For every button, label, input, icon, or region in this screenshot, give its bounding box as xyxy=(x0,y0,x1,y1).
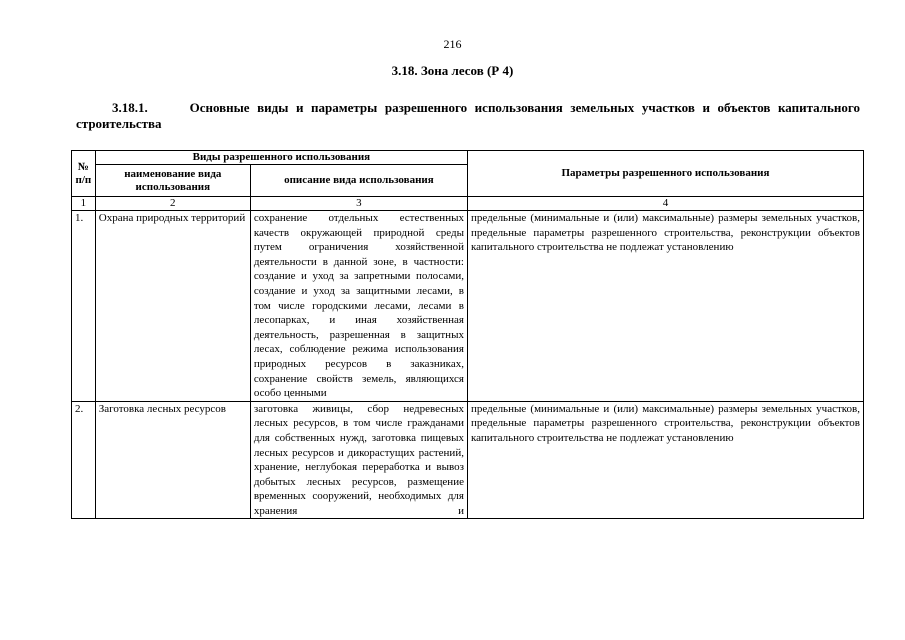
subsection-title: Основные виды и параметры разрешенного использования земельных участков и объектов капитального строительства xyxy=(76,100,861,131)
section-title: 3.18. Зона лесов (Р 4) xyxy=(391,63,514,78)
row-num: 2. xyxy=(72,401,96,519)
header-name: наименование вида использования xyxy=(95,165,250,197)
header-params: Параметры разрешенного использования xyxy=(467,151,863,197)
index-cell: 3 xyxy=(250,197,467,211)
index-row xyxy=(72,197,864,211)
header-description: описание вида использования xyxy=(250,165,467,197)
row-num: 1. xyxy=(72,211,96,402)
row-name: Заготовка лесных ресурсов xyxy=(95,401,250,519)
page-number: 216 xyxy=(443,37,462,51)
table-row xyxy=(72,401,864,519)
row-description: сохранение отдельных естественных качеств окружающей природной среды путем ограничения хозяйственной деятельности в данной зоне, в частности: создание и уход за запретными полосами, создание и уход за защитными лесами, в том числе городскими лесами, лесами в лесопарках, и иная хозяйственная деятельность, разрешенная в защитных лесах, соблюдение режима использования природных ресурсов в заказниках, сохранение свойств земель, являющихся особо ценными xyxy=(250,211,467,402)
index-cell: 4 xyxy=(467,197,863,211)
row-params: предельные (минимальные и (или) максимальные) размеры земельных участков, предельные параметры разрешенного строительства, реконструкции объектов капитального строительства не подлежат установлению xyxy=(467,401,863,519)
header-num: № п/п xyxy=(72,151,96,197)
row-params: предельные (минимальные и (или) максимальные) размеры земельных участков, предельные параметры разрешенного строительства, реконструкции объектов капитального строительства не подлежат установлению xyxy=(467,211,863,402)
row-name: Охрана природных территорий xyxy=(95,211,250,402)
header-group: Виды разрешенного использования xyxy=(95,151,467,165)
index-cell: 2 xyxy=(95,197,250,211)
subsection-heading xyxy=(76,100,860,132)
index-cell: 1 xyxy=(72,197,96,211)
table-row xyxy=(72,211,864,402)
subsection-number: 3.18.1. xyxy=(112,100,148,115)
row-description: заготовка живицы, сбор недревесных лесных ресурсов, в том числе гражданами для собственных нужд, заготовка пищевых лесных ресурсов и дикорастущих растений, хранение, неглубокая переработка и вывоз добытых лесных ресурсов, размещение временных сооружений, необходимых для хранения и xyxy=(250,401,467,519)
usage-table xyxy=(71,150,864,519)
